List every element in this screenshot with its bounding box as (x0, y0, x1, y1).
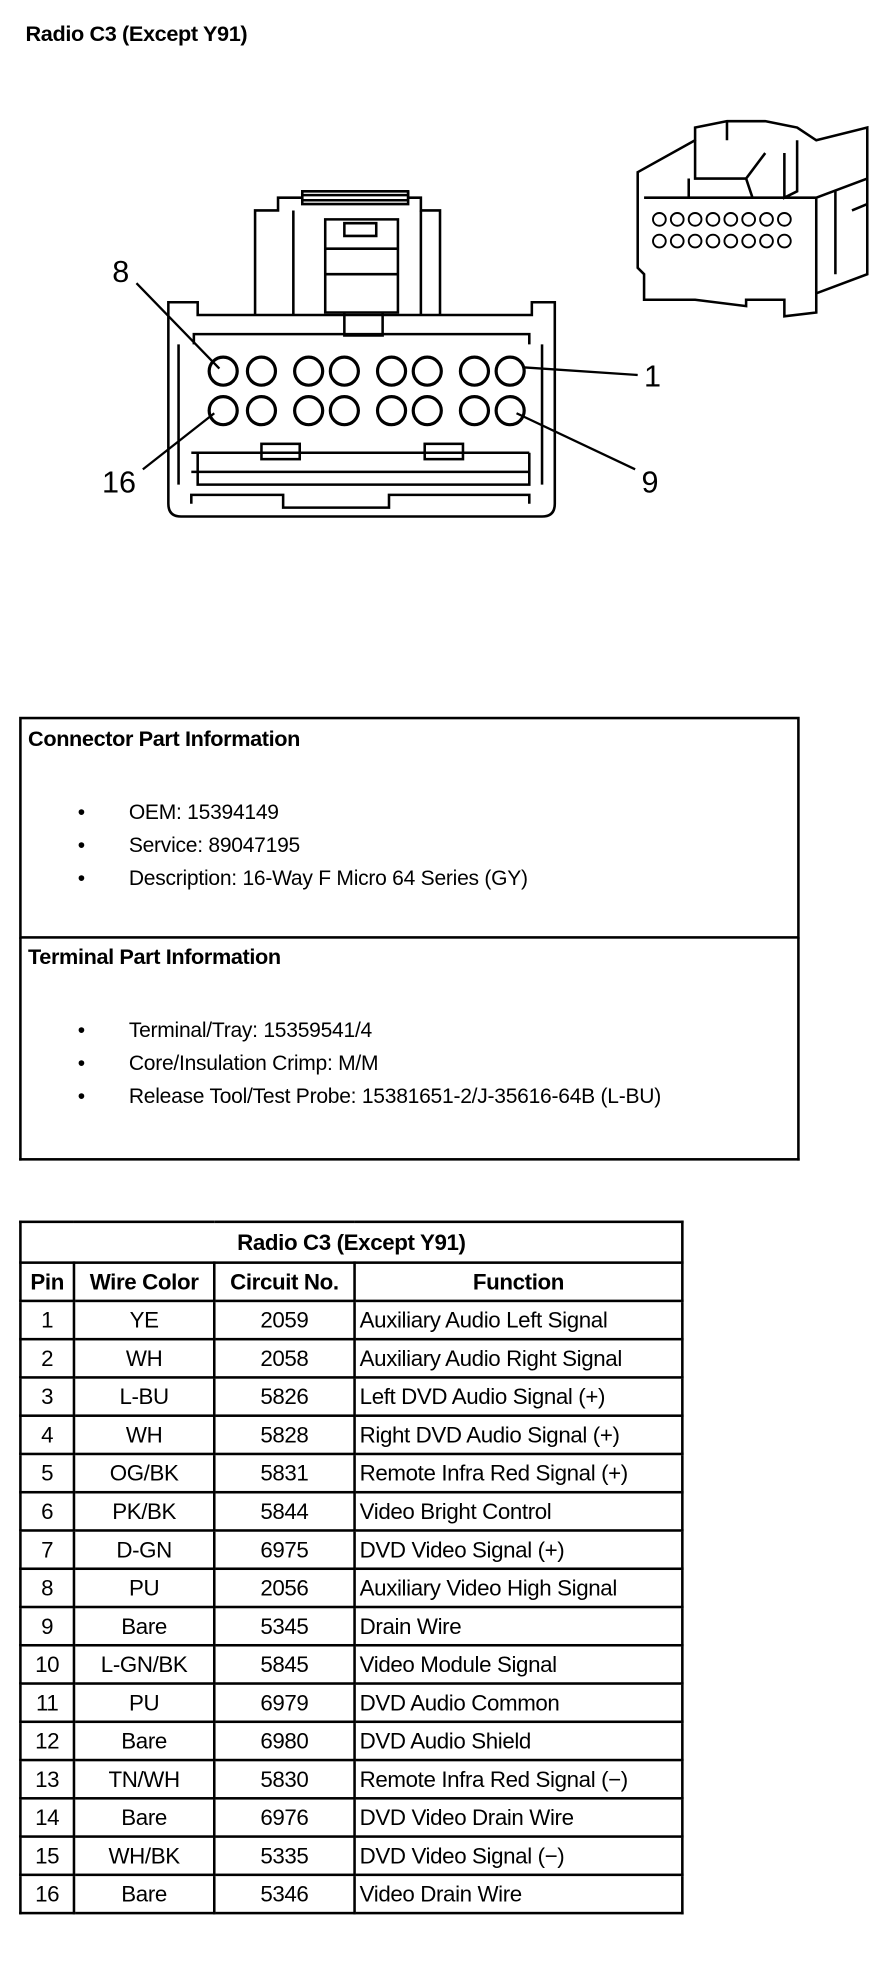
wire-color-cell: YE (74, 1301, 214, 1339)
table-row (20, 1416, 682, 1454)
wire-color-cell: PU (74, 1684, 214, 1722)
function-cell: Left DVD Audio Signal (+) (355, 1377, 683, 1415)
table-row (20, 1875, 682, 1913)
function-cell: DVD Audio Common (355, 1684, 683, 1722)
table-row (20, 1760, 682, 1798)
table-row (20, 1798, 682, 1836)
isometric-pin-holes (653, 213, 791, 247)
function-cell: Drain Wire (355, 1607, 683, 1645)
connector-info-item: • Service: 89047195 (22, 829, 797, 862)
function-cell: Remote Infra Red Signal (+) (355, 1454, 683, 1492)
latch-block (255, 191, 440, 315)
header-wire-color: Wire Color (74, 1263, 214, 1301)
table-row (20, 1569, 682, 1607)
connector-info-item: • OEM: 15394149 (22, 796, 797, 829)
wire-color-cell: WH (74, 1339, 214, 1377)
pin-cell: 7 (20, 1530, 74, 1568)
pin-cell: 3 (20, 1377, 74, 1415)
page-title: Radio C3 (Except Y91) (25, 21, 248, 46)
bullet-icon: • (77, 1019, 85, 1043)
wire-color-cell: Bare (74, 1798, 214, 1836)
pin-cell: 10 (20, 1645, 74, 1683)
table-row (20, 1645, 682, 1683)
terminal-info-item: • Core/Insulation Crimp: M/M (22, 1047, 797, 1080)
wire-color-cell: L-GN/BK (74, 1645, 214, 1683)
table-row (20, 1301, 682, 1339)
function-cell: DVD Audio Shield (355, 1722, 683, 1760)
wire-color-cell: L-BU (74, 1377, 214, 1415)
wire-color-cell: PK/BK (74, 1492, 214, 1530)
wire-color-cell: D-GN (74, 1530, 214, 1568)
terminal-info-item: • Terminal/Tray: 15359541/4 (22, 1014, 797, 1047)
circuit-no-cell: 6976 (214, 1798, 354, 1836)
circuit-no-cell: 6975 (214, 1530, 354, 1568)
circuit-no-cell: 6980 (214, 1722, 354, 1760)
pin-cell: 15 (20, 1837, 74, 1875)
header-circuit-no: Circuit No. (214, 1263, 354, 1301)
pin-label-9: 9 (641, 465, 659, 500)
function-cell: Auxiliary Audio Left Signal (355, 1301, 683, 1339)
bullet-icon: • (77, 1085, 85, 1109)
pin-cell: 12 (20, 1722, 74, 1760)
table-row (20, 1837, 682, 1875)
table-row (20, 1684, 682, 1722)
connector-info-item: • Description: 16-Way F Micro 64 Series (GY) (22, 862, 797, 895)
pin-cell: 11 (20, 1684, 74, 1722)
function-cell: DVD Video Signal (−) (355, 1837, 683, 1875)
pin-cavities (209, 357, 524, 425)
bullet-icon: • (77, 867, 85, 891)
terminal-info-heading: Terminal Part Information (28, 945, 281, 970)
circuit-no-cell: 5831 (214, 1454, 354, 1492)
circuit-no-cell: 5335 (214, 1837, 354, 1875)
pin-cell: 5 (20, 1454, 74, 1492)
circuit-no-cell: 5828 (214, 1416, 354, 1454)
function-cell: Auxiliary Audio Right Signal (355, 1339, 683, 1377)
function-cell: DVD Video Signal (+) (355, 1530, 683, 1568)
table-row (20, 1454, 682, 1492)
wire-color-cell: Bare (74, 1722, 214, 1760)
circuit-no-cell: 5826 (214, 1377, 354, 1415)
pinout-table (19, 1221, 683, 1915)
pin-cell: 9 (20, 1607, 74, 1645)
function-cell: Video Module Signal (355, 1645, 683, 1683)
pin-cell: 14 (20, 1798, 74, 1836)
pin-label-16: 16 (102, 465, 137, 500)
wire-color-cell: Bare (74, 1875, 214, 1913)
table-row (20, 1492, 682, 1530)
pin-label-8: 8 (112, 254, 130, 289)
header-function: Function (355, 1263, 683, 1301)
function-cell: Auxiliary Video High Signal (355, 1569, 683, 1607)
circuit-no-cell: 6979 (214, 1684, 354, 1722)
pin-cell: 6 (20, 1492, 74, 1530)
table-row (20, 1377, 682, 1415)
bullet-icon: • (77, 1052, 85, 1076)
connector-info-heading: Connector Part Information (28, 726, 300, 752)
connector-part-information (19, 717, 800, 939)
function-cell: Remote Infra Red Signal (−) (355, 1760, 683, 1798)
pin-cell: 8 (20, 1569, 74, 1607)
connector-isometric-view (638, 121, 868, 316)
wire-color-cell: TN/WH (74, 1760, 214, 1798)
pin-cell: 13 (20, 1760, 74, 1798)
function-cell: Right DVD Audio Signal (+) (355, 1416, 683, 1454)
function-cell: Video Bright Control (355, 1492, 683, 1530)
circuit-no-cell: 5345 (214, 1607, 354, 1645)
wire-color-cell: WH (74, 1416, 214, 1454)
terminal-info-item: • Release Tool/Test Probe: 15381651-2/J-35616-64B (L-BU) (22, 1080, 797, 1113)
pin-cell: 16 (20, 1875, 74, 1913)
circuit-no-cell: 5845 (214, 1645, 354, 1683)
header-pin: Pin (20, 1263, 74, 1301)
circuit-no-cell: 2059 (214, 1301, 354, 1339)
table-title: Radio C3 (Except Y91) (20, 1222, 682, 1263)
bullet-icon: • (77, 800, 85, 824)
circuit-no-cell: 5346 (214, 1875, 354, 1913)
pin-cell: 4 (20, 1416, 74, 1454)
terminal-part-information (19, 937, 800, 1160)
connector-diagram (0, 0, 880, 561)
wire-color-cell: WH/BK (74, 1837, 214, 1875)
pin-cell: 1 (20, 1301, 74, 1339)
function-cell: DVD Video Drain Wire (355, 1798, 683, 1836)
circuit-no-cell: 5844 (214, 1492, 354, 1530)
circuit-no-cell: 2058 (214, 1339, 354, 1377)
pin-cell: 2 (20, 1339, 74, 1377)
pin-label-1: 1 (644, 359, 662, 394)
function-cell: Video Drain Wire (355, 1875, 683, 1913)
wire-color-cell: OG/BK (74, 1454, 214, 1492)
table-row (20, 1530, 682, 1568)
table-row (20, 1339, 682, 1377)
wire-color-cell: Bare (74, 1607, 214, 1645)
table-row (20, 1607, 682, 1645)
circuit-no-cell: 5830 (214, 1760, 354, 1798)
table-row (20, 1722, 682, 1760)
bullet-icon: • (77, 834, 85, 858)
circuit-no-cell: 2056 (214, 1569, 354, 1607)
wire-color-cell: PU (74, 1569, 214, 1607)
